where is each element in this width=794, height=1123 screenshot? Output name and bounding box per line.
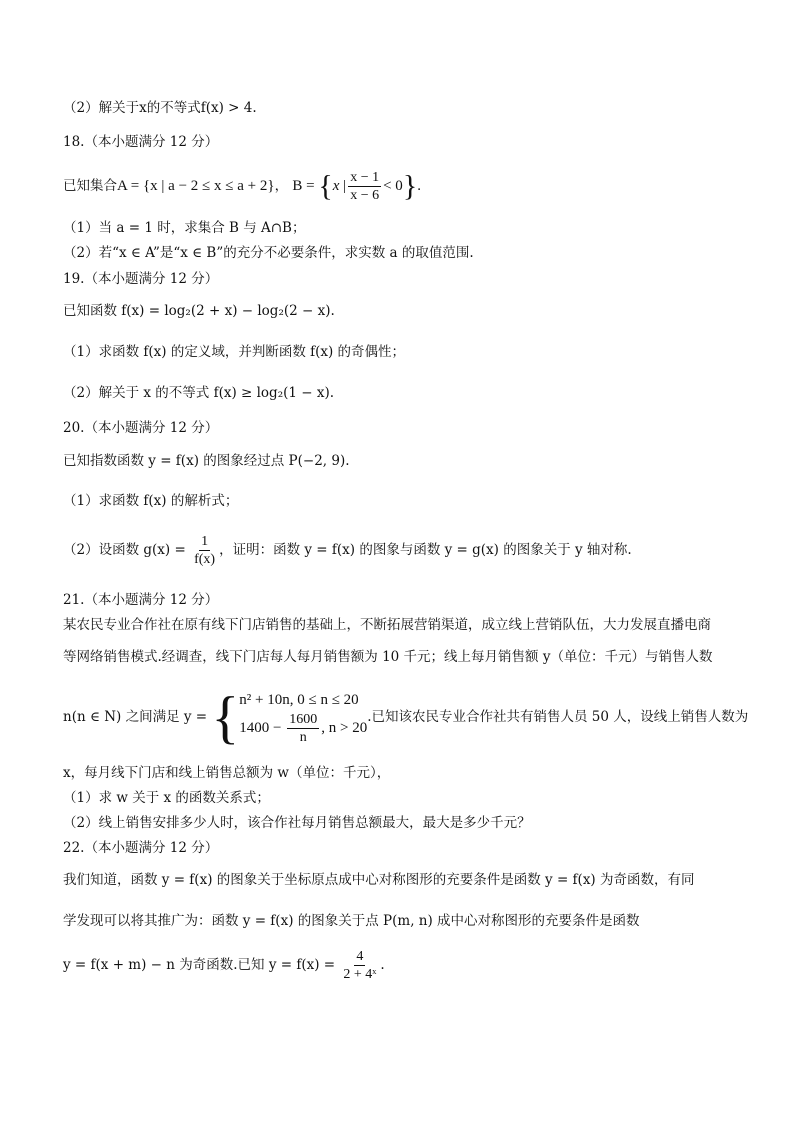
q21-line3 bbox=[63, 684, 748, 750]
q21-piecewise-brace: { bbox=[211, 684, 240, 750]
q22-fraction bbox=[341, 948, 378, 983]
q22-header: 22.（本小题满分 12 分） bbox=[63, 840, 219, 856]
q18-intro bbox=[63, 166, 421, 206]
q20-fraction bbox=[192, 533, 217, 568]
q21-header: 21.（本小题满分 12 分） bbox=[63, 592, 219, 608]
q21-case2-lead: 1400 − bbox=[239, 719, 286, 736]
q22-line2: 学发现可以将其推广为：函数 y = f(x) 的图象关于点 P(m, n) 成中心对称图形的充要条件是函数 bbox=[63, 913, 640, 929]
q18-right-brace: } bbox=[402, 169, 418, 203]
q18-sep: ， bbox=[274, 178, 289, 194]
q21-case1: n² + 10n, 0 ≤ n ≤ 20 bbox=[239, 692, 359, 708]
q18-period: . bbox=[417, 178, 421, 194]
q21-piecewise bbox=[239, 689, 367, 746]
q21-part2: （2）线上销售安排多少人时，该合作社每月销售总额最大，最大是多少千元？ bbox=[63, 815, 531, 831]
q19-part1: （1）求函数 f(x) 的定义域，并判断函数 f(x) 的奇偶性； bbox=[63, 344, 406, 360]
q20-frac-num: 1 bbox=[201, 534, 209, 549]
q21-part1: （1）求 w 关于 x 的函数关系式； bbox=[63, 790, 270, 806]
q22-frac-num: 4 bbox=[356, 949, 364, 964]
q18-header: 18.（本小题满分 12 分） bbox=[63, 134, 219, 150]
q19-part2: （2）解关于 x 的不等式 f(x) ≥ log₂(1 − x). bbox=[63, 385, 335, 401]
q21-case2-frac-den: n bbox=[299, 730, 307, 745]
q18-set-b-rest: < 0 bbox=[383, 178, 403, 194]
q20-frac-den: f(x) bbox=[194, 552, 216, 567]
q20-header: 20.（本小题满分 12 分） bbox=[63, 420, 219, 436]
q22-line3-prefix: y = f(x + m) − n 为奇函数.已知 y = f(x) = bbox=[63, 957, 340, 973]
q18-set-b-var: x | bbox=[332, 178, 347, 194]
q21-line3-suffix: .已知该农民专业合作社共有销售人员 50 人，设线上销售人数为 bbox=[367, 709, 749, 725]
q22-line3 bbox=[63, 945, 385, 985]
q18-set-a: A = {x | a − 2 ≤ x ≤ a + 2} bbox=[117, 178, 275, 194]
q18-frac-den: x − 6 bbox=[350, 188, 380, 203]
q17-part2: （2）解关于x的不等式f(x) > 4. bbox=[63, 100, 257, 116]
q18-frac-num: x − 1 bbox=[350, 170, 380, 185]
q21-case2-fraction bbox=[287, 711, 319, 746]
q21-line1: 某农民专业合作社在原有线下门店销售的基础上，不断拓展营销渠道，成立线上营销队伍，大力发展直播电商 bbox=[63, 617, 711, 633]
q22-frac-den: 2 + 4ˣ bbox=[343, 967, 377, 982]
q20-part1: （1）求函数 f(x) 的解析式； bbox=[63, 493, 239, 509]
q21-line4: x，每月线下门店和线上销售总额为 w（单位：千元）， bbox=[63, 765, 391, 781]
q18-part2: （2）若“x ∈ A”是“x ∈ B”的充分不必要条件，求实数 a 的取值范围. bbox=[63, 245, 474, 261]
q20-part2-suffix: ，证明：函数 y = f(x) 的图象与函数 y = g(x) 的图象关于 y 轴对称. bbox=[219, 542, 632, 558]
q21-case2 bbox=[239, 711, 367, 746]
q21-line2: 等网络销售模式.经调查，线下门店每人每月销售额为 10 千元；线上每月销售额 y（单位：千元）与销售人数 bbox=[63, 649, 713, 665]
q18-left-brace: { bbox=[318, 169, 333, 203]
q22-line1: 我们知道，函数 y = f(x) 的图象关于坐标原点成中心对称图形的充要条件是函数 y = f(x) 为奇函数，有同 bbox=[63, 872, 695, 888]
q20-part2-prefix: （2）设函数 g(x) = bbox=[63, 542, 191, 558]
q22-line3-suffix: . bbox=[380, 957, 385, 973]
q18-set-b-lhs: B = bbox=[292, 178, 319, 194]
q21-case2-frac-num: 1600 bbox=[289, 712, 318, 727]
q18-set-b-fraction bbox=[348, 169, 381, 204]
q21-case2-tail: , n > 20 bbox=[321, 719, 368, 736]
q19-header: 19.（本小题满分 12 分） bbox=[63, 271, 219, 287]
q21-line3-prefix: n(n ∈ N) 之间满足 y = bbox=[63, 709, 212, 725]
q18-intro-prefix: 已知集合 bbox=[63, 178, 117, 194]
q19-intro: 已知函数 f(x) = log₂(2 + x) − log₂(2 − x). bbox=[63, 303, 335, 319]
q20-part2 bbox=[63, 530, 632, 570]
q20-intro: 已知指数函数 y = f(x) 的图象经过点 P(−2, 9). bbox=[63, 453, 350, 469]
q18-part1: （1）当 a = 1 时，求集合 B 与 A∩B； bbox=[63, 220, 306, 236]
